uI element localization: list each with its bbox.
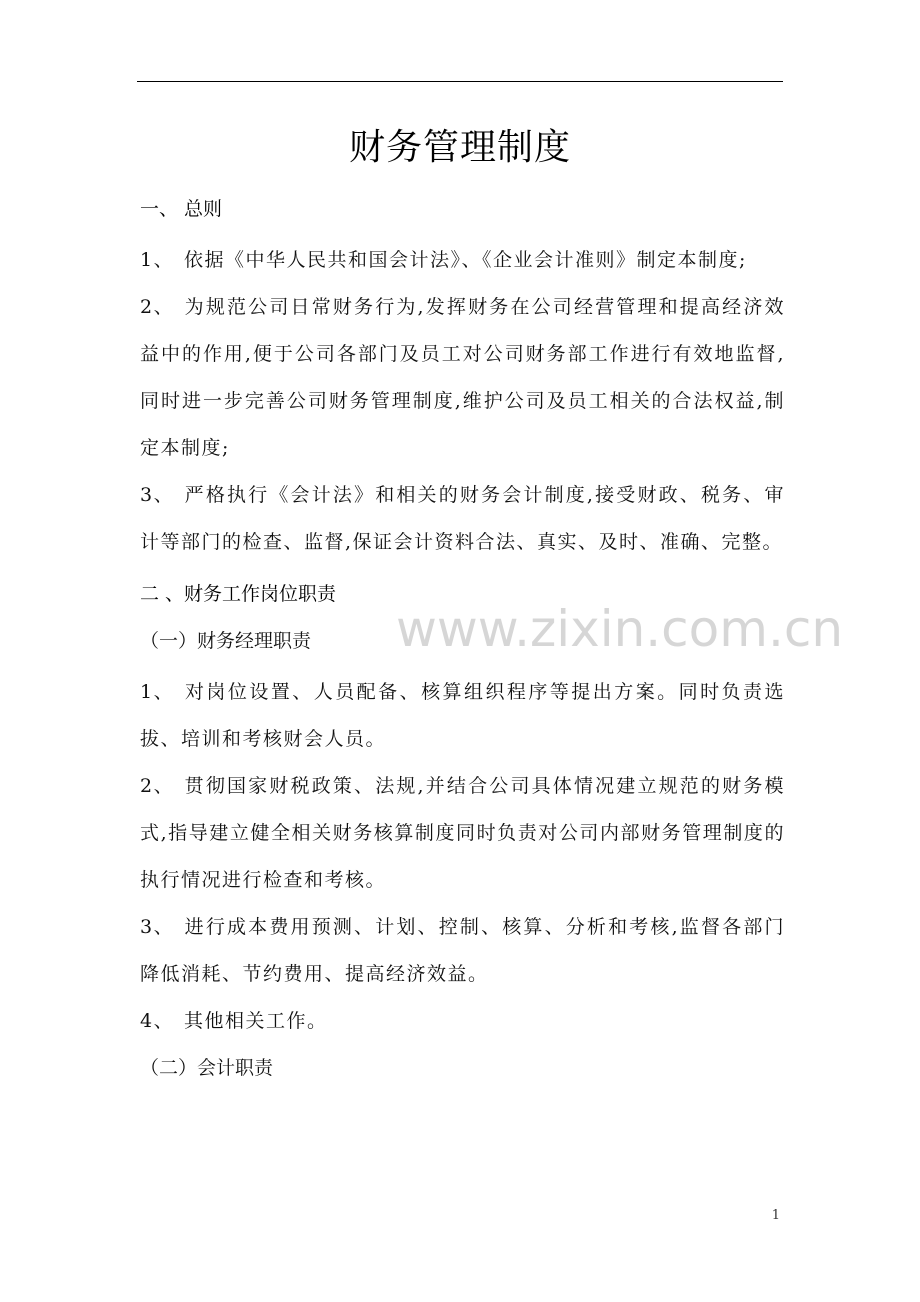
list-item: 4、 其他相关工作。 bbox=[140, 1010, 328, 1032]
list-item: 1、 对岗位设置、人员配备、核算组织程序等提出方案。同时负责选拔、培训和考核财会人员。 bbox=[140, 681, 785, 750]
list-item: 2、 为规范公司日常财务行为,发挥财务在公司经营管理和提高经济效益中的作用,便于公司各部门及员工对公司财务部工作进行有效地监督,同时进一步完善公司财务管理制度,维护公司及员工相关的合法权益,制定本制度; bbox=[140, 296, 785, 459]
subheading-accountant: （二）会计职责 bbox=[140, 1057, 274, 1079]
watermark: www.zixin.com.cn bbox=[396, 600, 844, 658]
page-number: 1 bbox=[771, 1208, 780, 1223]
list-item: 2、 贯彻国家财税政策、法规,并结合公司具体情况建立规范的财务模式,指导建立健全相关财务核算制度同时负责对公司内部财务管理制度的执行情况进行检查和考核。 bbox=[140, 775, 785, 891]
document-title: 财务管理制度 bbox=[348, 127, 571, 168]
document-body bbox=[140, 190, 785, 1096]
list-item: 1、 依据《中华人民共和国会计法》、《企业会计准则》制定本制度; bbox=[140, 249, 747, 271]
subheading-finance-manager: （一）财务经理职责 bbox=[140, 630, 312, 652]
header-rule bbox=[137, 81, 783, 82]
list-item: 3、 严格执行《会计法》和相关的财务会计制度,接受财政、税务、审计等部门的检查、监督,保证会计资料合法、真实、及时、准确、完整。 bbox=[140, 484, 785, 553]
section-heading-general: 一、 总则 bbox=[140, 198, 223, 220]
section-heading-duties: 二 、财务工作岗位职责 bbox=[140, 583, 337, 605]
list-item: 3、 进行成本费用预测、计划、控制、核算、分析和考核,监督各部门降低消耗、节约费用、提高经济效益。 bbox=[140, 916, 785, 985]
